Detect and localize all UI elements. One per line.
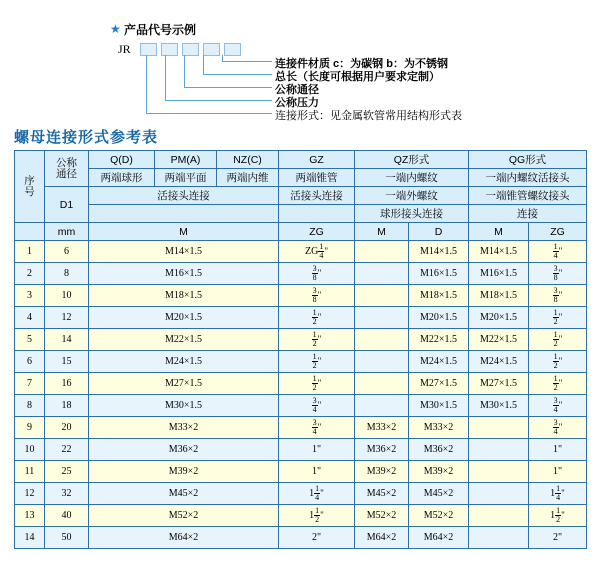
- cell-dn: 16: [45, 373, 89, 395]
- cell-thread-zg: 1 $\frac{1}{2}$ ": [279, 505, 355, 527]
- th-qz-connection: 一端外螺纹: [355, 187, 469, 205]
- code-box-1: [140, 43, 157, 56]
- cell-qz-d: M27×1.5: [409, 373, 469, 395]
- th-thread-m: M: [89, 223, 279, 241]
- header-row-4: [15, 205, 587, 223]
- table-row: [15, 373, 587, 395]
- cell-qz-m: M52×2: [355, 505, 409, 527]
- cell-thread-zg: $\frac{3}{4}$ ": [279, 395, 355, 417]
- leader-line: [146, 113, 272, 114]
- cell-qz-d: M14×1.5: [409, 241, 469, 263]
- leader-line: [184, 55, 185, 88]
- cell-qz-d: M64×2: [409, 527, 469, 549]
- cell-thread-zg: 1": [279, 439, 355, 461]
- th-code-nz: NZ(C): [217, 151, 279, 169]
- cell-dn: 14: [45, 329, 89, 351]
- th-q-connection: 活接头连接: [89, 187, 279, 205]
- header-row-2: [15, 169, 587, 187]
- cell-qg-m: M22×1.5: [469, 329, 529, 351]
- cell-seq: 6: [15, 351, 45, 373]
- cell-qz-m: [355, 351, 409, 373]
- cell-thread-zg: 1": [279, 461, 355, 483]
- cell-qz-m: [355, 329, 409, 351]
- cell-qz-m: [355, 263, 409, 285]
- cell-qg-m: [469, 527, 529, 549]
- table-row: [15, 505, 587, 527]
- table-row: [15, 461, 587, 483]
- table-title: 螺母连接形式参考表: [14, 129, 159, 146]
- data-table: [14, 150, 587, 549]
- th-qz-desc: 一端内螺纹: [355, 169, 469, 187]
- cell-seq: 8: [15, 395, 45, 417]
- th-q-desc: 两端球形: [89, 169, 155, 187]
- cell-seq: 7: [15, 373, 45, 395]
- cell-qz-d: M52×2: [409, 505, 469, 527]
- cell-seq: 4: [15, 307, 45, 329]
- cell-qg-zg: $\frac{3}{4}$ ": [529, 395, 587, 417]
- cell-qz-m: M36×2: [355, 439, 409, 461]
- cell-thread-m: M52×2: [89, 505, 279, 527]
- cell-dn: 20: [45, 417, 89, 439]
- cell-dn: 15: [45, 351, 89, 373]
- cell-dn: 10: [45, 285, 89, 307]
- th-dn: 公称 通径: [45, 151, 89, 187]
- leader-line: [203, 55, 204, 75]
- cell-thread-zg: $\frac{3}{8}$ ": [279, 285, 355, 307]
- cell-dn: 40: [45, 505, 89, 527]
- table-row: [15, 417, 587, 439]
- th-qg-connection: 一端锥管螺纹接头: [469, 187, 587, 205]
- th-gz-connection: 活接头连接: [279, 187, 355, 205]
- cell-thread-m: M45×2: [89, 483, 279, 505]
- cell-qz-m: M64×2: [355, 527, 409, 549]
- cell-qg-m: M18×1.5: [469, 285, 529, 307]
- th-unit: mm: [45, 223, 89, 241]
- th-qg-connect: 连接: [469, 205, 587, 223]
- star-icon: ★: [110, 22, 121, 36]
- cell-qg-m: M30×1.5: [469, 395, 529, 417]
- cell-qz-d: M36×2: [409, 439, 469, 461]
- th-code-qz: QZ形式: [355, 151, 469, 169]
- th-qz-ball-joint: 球形接头连接: [355, 205, 469, 223]
- th-qz-d: D: [409, 223, 469, 241]
- cell-seq: 12: [15, 483, 45, 505]
- cell-qz-m: [355, 373, 409, 395]
- cell-qz-d: M33×2: [409, 417, 469, 439]
- leader-line: [203, 74, 272, 75]
- cell-qg-m: [469, 483, 529, 505]
- cell-qz-m: M33×2: [355, 417, 409, 439]
- cell-qg-m: M27×1.5: [469, 373, 529, 395]
- cell-seq: 11: [15, 461, 45, 483]
- th-gz-desc: 两端锥管: [279, 169, 355, 187]
- code-box-5: [224, 43, 241, 56]
- cell-qz-m: [355, 307, 409, 329]
- code-box-4: [203, 43, 220, 56]
- th-pm-desc: 两端平面: [155, 169, 217, 187]
- table-row: [15, 439, 587, 461]
- cell-dn: 12: [45, 307, 89, 329]
- cell-qg-zg: $\frac{3}{8}$ ": [529, 263, 587, 285]
- cell-qg-m: M16×1.5: [469, 263, 529, 285]
- cell-qz-d: M22×1.5: [409, 329, 469, 351]
- cell-qg-m: M20×1.5: [469, 307, 529, 329]
- th-blank-gz: [279, 205, 355, 223]
- cell-qz-d: M30×1.5: [409, 395, 469, 417]
- table-row: [15, 329, 587, 351]
- cell-thread-m: M24×1.5: [89, 351, 279, 373]
- cell-qz-d: M39×2: [409, 461, 469, 483]
- cell-thread-m: M14×1.5: [89, 241, 279, 263]
- table-row: [15, 241, 587, 263]
- cell-thread-zg: 1 $\frac{1}{4}$ ": [279, 483, 355, 505]
- cell-thread-m: M22×1.5: [89, 329, 279, 351]
- cell-thread-m: M39×2: [89, 461, 279, 483]
- cell-qg-m: M24×1.5: [469, 351, 529, 373]
- code-boxes: [140, 43, 241, 56]
- cell-thread-zg: $\frac{1}{2}$ ": [279, 373, 355, 395]
- th-qg-m: M: [469, 223, 529, 241]
- table-row: [15, 395, 587, 417]
- cell-thread-m: M30×1.5: [89, 395, 279, 417]
- table-body: [15, 241, 587, 549]
- cell-thread-zg: 2": [279, 527, 355, 549]
- table-head: [15, 151, 587, 241]
- legend-title: 产品代号示例: [124, 23, 197, 37]
- cell-qg-zg: $\frac{3}{8}$ ": [529, 285, 587, 307]
- th-code-pm: PM(A): [155, 151, 217, 169]
- cell-thread-zg: $\frac{1}{2}$ ": [279, 329, 355, 351]
- cell-qg-zg: 1 $\frac{1}{2}$ ": [529, 505, 587, 527]
- cell-dn: 25: [45, 461, 89, 483]
- cell-qg-zg: $\frac{1}{2}$ ": [529, 307, 587, 329]
- th-blank-q: [89, 205, 279, 223]
- cell-qz-m: [355, 241, 409, 263]
- cell-qz-d: M45×2: [409, 483, 469, 505]
- table-row: [15, 483, 587, 505]
- cell-dn: 50: [45, 527, 89, 549]
- leader-line: [222, 61, 272, 62]
- cell-qg-m: [469, 505, 529, 527]
- cell-thread-m: M27×1.5: [89, 373, 279, 395]
- th-blank-seq: [15, 223, 45, 241]
- table-row: [15, 527, 587, 549]
- cell-dn: 32: [45, 483, 89, 505]
- th-code-qg: QG形式: [469, 151, 587, 169]
- table-row: [15, 263, 587, 285]
- leader-line: [165, 100, 272, 101]
- th-qg-desc: 一端内螺纹活接头: [469, 169, 587, 187]
- cell-qz-d: M18×1.5: [409, 285, 469, 307]
- cell-qz-m: M45×2: [355, 483, 409, 505]
- cell-qz-d: M20×1.5: [409, 307, 469, 329]
- cell-seq: 2: [15, 263, 45, 285]
- cell-qg-zg: $\frac{1}{2}$ ": [529, 373, 587, 395]
- th-nz-desc: 两端内维: [217, 169, 279, 187]
- cell-qg-zg: $\frac{1}{4}$ ": [529, 241, 587, 263]
- table-row: [15, 285, 587, 307]
- cell-thread-zg: $\frac{1}{2}$ ": [279, 351, 355, 373]
- callout-material: 连接件材质 c：为碳钢 b：为不锈钢: [275, 58, 448, 70]
- cell-seq: 13: [15, 505, 45, 527]
- callout-nominal-diameter: 公称通径: [275, 84, 319, 96]
- th-seq: 序 号: [15, 151, 45, 223]
- callout-length: 总长（长度可根据用户要求定制）: [275, 71, 440, 83]
- cell-seq: 14: [15, 527, 45, 549]
- cell-dn: 22: [45, 439, 89, 461]
- cell-qz-m: M39×2: [355, 461, 409, 483]
- code-box-2: [161, 43, 178, 56]
- cell-seq: 3: [15, 285, 45, 307]
- product-code-legend: [0, 0, 600, 122]
- cell-qg-zg: 1 $\frac{1}{4}$ ": [529, 483, 587, 505]
- cell-qg-m: [469, 461, 529, 483]
- cell-seq: 9: [15, 417, 45, 439]
- cell-qz-m: [355, 285, 409, 307]
- cell-qg-m: M14×1.5: [469, 241, 529, 263]
- code-prefix: JR: [118, 42, 131, 56]
- cell-seq: 1: [15, 241, 45, 263]
- header-row-1: [15, 151, 587, 169]
- cell-thread-m: M20×1.5: [89, 307, 279, 329]
- leader-line: [165, 55, 166, 101]
- cell-qg-zg: $\frac{1}{2}$ ": [529, 351, 587, 373]
- table-row: [15, 351, 587, 373]
- cell-qg-m: [469, 439, 529, 461]
- th-code-gz: GZ: [279, 151, 355, 169]
- cell-thread-zg: $\frac{3}{4}$ ": [279, 417, 355, 439]
- callout-nominal-pressure: 公称压力: [275, 97, 319, 109]
- cell-qg-zg: 1": [529, 461, 587, 483]
- callout-connection-type: 连接形式：见金属软管常用结构形式表: [275, 110, 462, 122]
- cell-dn: 8: [45, 263, 89, 285]
- header-row-3: [15, 187, 587, 205]
- th-qg-zg: ZG: [529, 223, 587, 241]
- cell-qg-zg: $\frac{1}{2}$ ": [529, 329, 587, 351]
- table-row: [15, 307, 587, 329]
- cell-qz-m: [355, 395, 409, 417]
- header-row-5: [15, 223, 587, 241]
- cell-thread-m: M64×2: [89, 527, 279, 549]
- cell-thread-zg: ZG $\frac{1}{4}$ ": [279, 241, 355, 263]
- cell-dn: 18: [45, 395, 89, 417]
- cell-thread-zg: $\frac{1}{2}$ ": [279, 307, 355, 329]
- cell-thread-m: M36×2: [89, 439, 279, 461]
- cell-qz-d: M16×1.5: [409, 263, 469, 285]
- th-thread-zg: ZG: [279, 223, 355, 241]
- cell-qg-zg: 2": [529, 527, 587, 549]
- cell-qz-d: M24×1.5: [409, 351, 469, 373]
- nut-connection-reference-table: [14, 150, 586, 549]
- cell-qg-m: [469, 417, 529, 439]
- cell-dn: 6: [45, 241, 89, 263]
- leader-line: [146, 55, 147, 114]
- cell-thread-m: M18×1.5: [89, 285, 279, 307]
- th-code-q: Q(D): [89, 151, 155, 169]
- cell-seq: 10: [15, 439, 45, 461]
- th-d1: D1: [45, 187, 89, 223]
- th-qz-m: M: [355, 223, 409, 241]
- leader-line: [184, 87, 272, 88]
- cell-thread-m: M16×1.5: [89, 263, 279, 285]
- cell-thread-zg: $\frac{3}{8}$ ": [279, 263, 355, 285]
- cell-seq: 5: [15, 329, 45, 351]
- cell-qg-zg: $\frac{3}{4}$ ": [529, 417, 587, 439]
- cell-thread-m: M33×2: [89, 417, 279, 439]
- cell-qg-zg: 1": [529, 439, 587, 461]
